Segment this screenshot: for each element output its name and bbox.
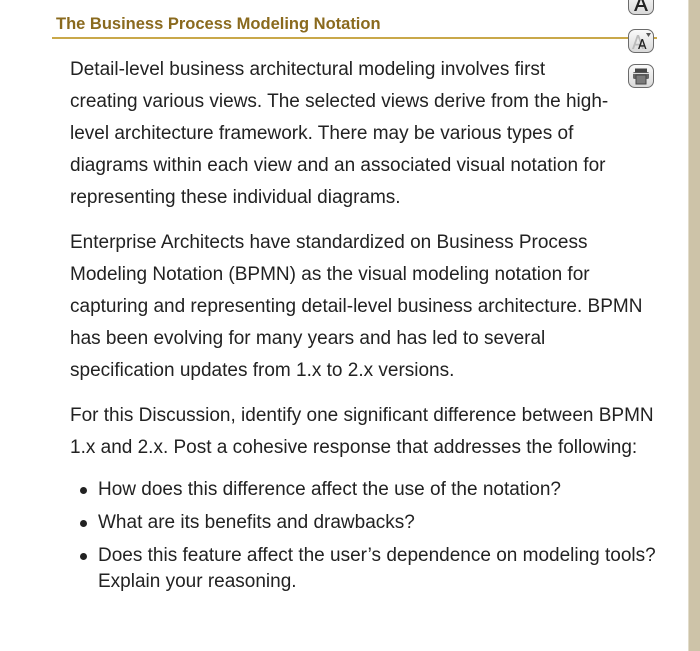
- paragraph-bpmn: Enterprise Architects have standardized on Business Process Modeling Notation (BPMN) as the visual modeling notation for capturing and representing detail-level business architecture. BPMN has been evolving for many years and has led to several specification updates from 1.x to 2.x versions.: [70, 232, 643, 381]
- page-title: The Business Process Modeling Notation: [56, 15, 381, 33]
- paragraph-discussion-prompt: For this Discussion, identify one significant difference between BPMN 1.x and 2.x. Post a cohesive response that addresses the following:: [70, 405, 654, 458]
- bullet-icon: [80, 520, 87, 527]
- font-decrease-icon: [630, 31, 652, 51]
- list-item: [70, 543, 658, 595]
- title-underline: [52, 37, 657, 39]
- list-item-text: How does this difference affect the use of the notation?: [98, 479, 561, 500]
- list-item-text: Does this feature affect the user’s dependence on modeling tools? Explain your reasoning.: [98, 545, 656, 592]
- discussion-questions-list: [70, 477, 670, 595]
- bullet-icon: [80, 487, 87, 494]
- list-item: [70, 477, 658, 503]
- decrease-font-button[interactable]: [628, 29, 654, 53]
- article-body: [70, 54, 670, 602]
- bullet-icon: [80, 553, 87, 560]
- increase-font-button[interactable]: [628, 0, 654, 15]
- font-increase-icon: [631, 0, 651, 13]
- window-edge-strip: [688, 0, 700, 651]
- list-item: [70, 510, 658, 536]
- list-item-text: What are its benefits and drawbacks?: [98, 512, 415, 533]
- paragraph-intro: Detail-level business architectural modeling involves first creating various views. The selected views derive from the high-level architecture framework. There may be various types of diagrams within each view and an associated visual notation for representing these individual diagrams.: [70, 59, 609, 208]
